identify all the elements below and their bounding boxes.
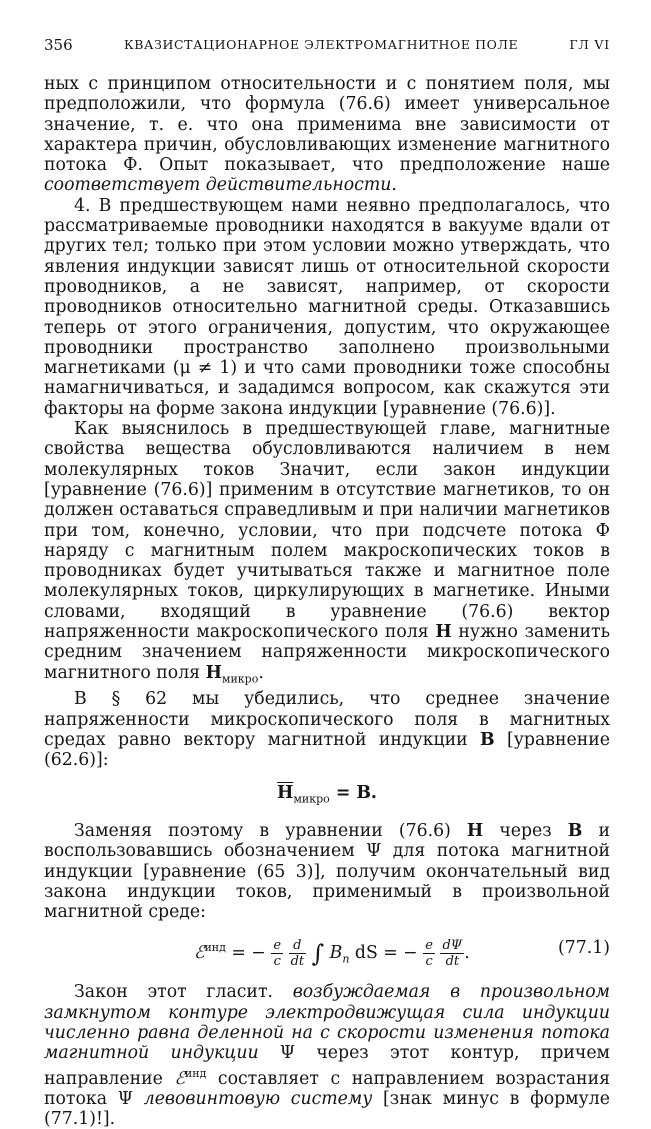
paragraph-5: Заменяя поэтому в уравнении (76.6) H через B и воспользовавшись обозначением Ψ для потока магнитной индукции [уравнение (65 3)], получим окончательный вид закона индукции токов, применимый в произвольной магнитной среде: <box>44 821 610 923</box>
integral-sign: ∫ <box>311 939 325 968</box>
page-number: 356 <box>44 36 73 54</box>
paragraph-4: В § 62 мы убедились, что среднее значение напряженности микроскопического поля в магнитных средах равно вектору магнитной индукции B [уравнение (62.6)]: <box>44 689 610 771</box>
equation-number: (77.1) <box>558 938 610 959</box>
paragraph-3: Как выяснилось в предшествующей главе, магнитные свойства вещества обусловливаются наличием в нем молекулярных токов Значит, если закон индукции [уравнение (76.6)] применим в отсутствие магнетиков, то он должен оставаться справедливым и при наличии магнетиков при том, конечно, условии, что при подсчете потока Ф наряду с магнитным полем макроскопических токов в проводниках будет учитываться также и магнитное поле молекулярных токов, циркулирующих в магнетике. Иными словами, входящий в уравнение (76.6) вектор напряженности макроскопического поля H нужно заменить средним значением напряженности микроскопического магнитного поля $H_{микро}$. <box>44 419 610 686</box>
fraction-e-over-c-2: $\frac{e}{c}$ <box>425 938 433 970</box>
formula-h-micro: $\overline{H}_{микро} = B$. <box>277 782 377 805</box>
body-text <box>44 74 610 1129</box>
formula-induction-law <box>44 926 610 972</box>
page-header <box>44 36 610 58</box>
paragraph-2: 4. В предшествующем нами неявно предполагалось, что рассматриваемые проводники находятся в вакууме вдали от других тел; только при этом условии можно утверждать, что явления индукции зависят лишь от относительной скорости проводников, а не зависят, например, от скорости проводников относительно магнитной среды. Отказавшись теперь от этого ограничения, допустим, что окружающее проводники пространство заполнено произвольными магнетиками (μ ≠ 1) и что сами проводники тоже способны намагничиваться, и зададимся вопросом, как скажутся эти факторы на форме закона индукции [уравнение (76.6)]. <box>44 195 610 419</box>
fraction-dpsi-over-dt: $\frac{d\Psi}{dt}$ <box>442 938 463 970</box>
fraction-d-over-dt: $\frac{d}{dt}$ <box>290 938 305 970</box>
running-title: КВАЗИСТАЦИОНАРНОЕ ЭЛЕКТРОМАГНИТНОЕ ПОЛЕ <box>124 37 519 52</box>
equation-77-1: ℰ$^{инд}$ = − $\frac{e}{c}$ $\frac{d}{dt}$ ∫ $B_n$ dS = − $\frac{e}{c}$ $\frac{d\Psi}{dt}$ . <box>194 938 470 970</box>
paragraph-6: Закон этот гласит. возбуждаемая в произвольном замкнутом контуре электродвижущая сила индукции численно равна деленной на с скорости изменения потока магнитной индукции Ψ через этот контур, причем направление ℰ$^{инд}$ составляет с направлением возрастания потока Ψ левовинтовую систему [знак минус в формуле (77.1)!]. <box>44 982 610 1129</box>
fraction-e-over-c: $\frac{e}{c}$ <box>273 938 282 970</box>
chapter-label: ГЛ VI <box>569 37 610 52</box>
paragraph-1: ных с принципом относительности и с понятием поля, мы предположили, что формула (76.6) имеет универсальное значение, т. е. что она применима вне зависимости от характера причин, обусловливающих изменение магнитного потока Ф. Опыт показывает, что предположение наше соответствует действительности. <box>44 74 610 196</box>
